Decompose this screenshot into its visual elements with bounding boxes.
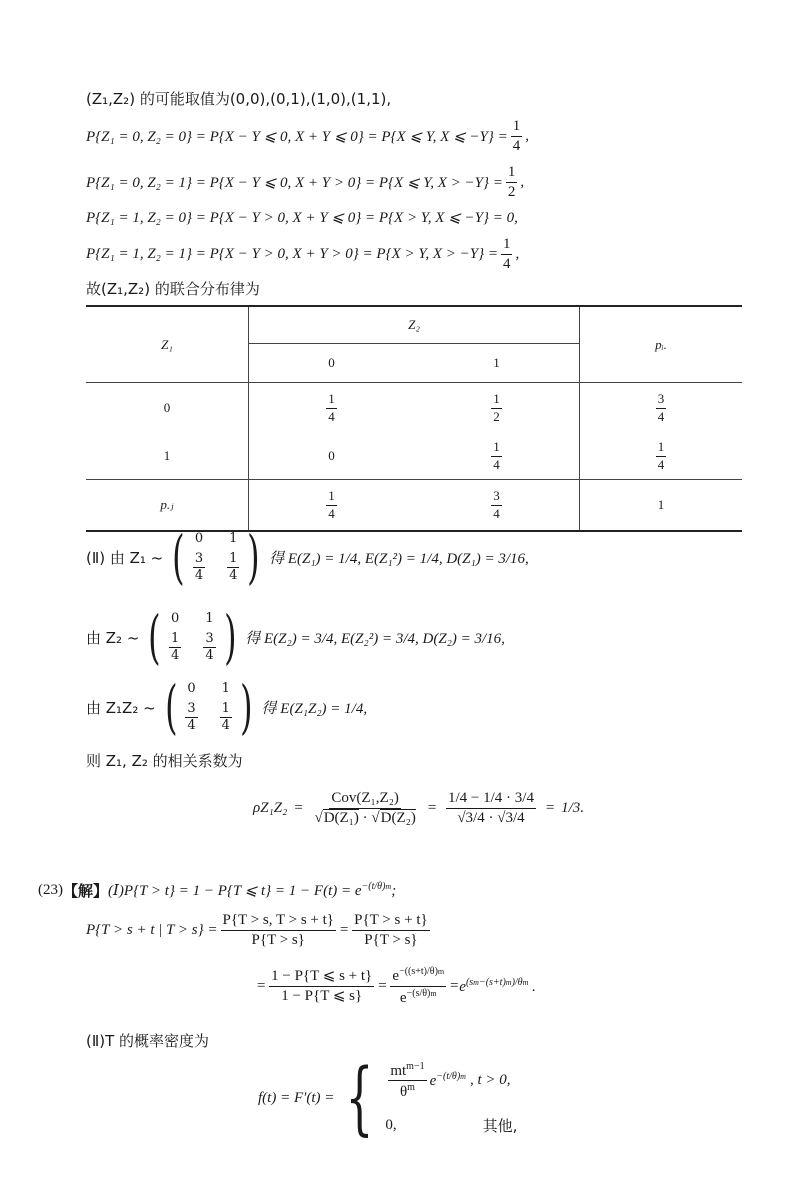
pi-header: pᵢ. <box>580 306 743 383</box>
z1-distribution-line <box>86 523 529 591</box>
cov-numerator: Cov(Z₁,Z₂) <box>329 790 401 809</box>
z1z2-matrix: ( 0 1 $\frac{3}{4}$ $\frac{1}{4}$ ) <box>164 673 253 741</box>
cond-lhs: P{T > s + t | T > s} = <box>86 921 218 938</box>
conditional-line-2: = $\frac{1 - P\{T ⩽ s + t\}}{1 - P\{T ⩽ s\}}$ = $\frac{e^{-((s+t)/\theta)m}}{e^{-(s/\theta)m}}$ = $e^{(sm-(s+t)m)/\theta m}$ . <box>256 966 536 1006</box>
cell-1-0: 0 <box>249 433 415 480</box>
z2-result: 得 E(Z₂) = 3/4, E(Z₂²) = 3/4, D(Z₂) = 3/16, <box>245 630 505 647</box>
col-0-header: 0 <box>249 344 415 383</box>
cell-1-1: $\frac{1}{4}$ <box>493 439 500 472</box>
correlation-formula: ρZ₁Z₂ = $\frac{\text{Cov(Z₁,Z₂)}}{\text{√D(Z₁) · √D(Z₂)}}$ = $\frac{1/4 - 1/4 \cdot 3/4}{√3/4 \cdot √3/4}$ = 1/3. <box>253 790 584 826</box>
col-1-header: 1 <box>493 355 500 370</box>
cell-pj-1: $\frac{3}{4}$ <box>414 480 580 532</box>
cell-pj-0: $\frac{1}{4}$ <box>249 480 415 532</box>
z1-header: Z₁ <box>86 306 249 383</box>
prob-line-00: P{Z₁ = 0, Z₂ = 0} = P{X − Y ⩽ 0, X + Y ⩽ 0} = P{X ⩽ Y, X ⩽ −Y} = $\frac{1}{4}$ , <box>86 118 529 154</box>
cell-1-pi: $\frac{1}{4}$ <box>580 433 743 480</box>
prob-line-01: P{Z₁ = 0, Z₂ = 1} = P{X − Y ⩽ 0, X + Y > 0} = P{X ⩽ Y, X > −Y} = $\frac{1}{2}$ , <box>86 164 525 200</box>
step3-fraction <box>269 968 374 1004</box>
corr-fraction: $\frac{\text{Cov(Z₁,Z₂)}}{\text{√D(Z₁) · √D(Z₂)}}$ <box>314 790 416 826</box>
z2-intro: 由 Z₂ ~ <box>86 628 140 647</box>
case2-condition: 其他, <box>482 1116 518 1135</box>
part2-density-intro <box>86 1030 209 1051</box>
fraction-1-4: $\frac{1}{4}$ <box>502 236 511 272</box>
z2-header: Z₂ <box>249 306 580 344</box>
solution-label: 【解】 <box>63 882 109 900</box>
corr-value-fraction: $\frac{1/4 - 1/4 \cdot 3/4}{√3/4 \cdot √3/4}$ <box>447 790 534 826</box>
density-cases: $\frac{mt^{m-1}}{\theta^m}$ $e^{-(t/\theta)m}$ , t > 0, 0, 其他, <box>385 1060 518 1135</box>
z1z2-intro: 由 Z₁Z₂ ~ <box>86 698 156 717</box>
dist-title-text: 故(Z₁,Z₂) 的联合分布律为 <box>86 280 260 298</box>
density-frac: $\frac{mt^{m-1}}{\theta^m}$ <box>390 1060 425 1100</box>
step3-num: 1 − P{T ⩽ s + t} <box>269 968 374 987</box>
step3-den: 1 − P{T ⩽ s} <box>281 987 363 1004</box>
rho-symbol: ρZ₁Z₂ <box>253 799 288 816</box>
case1-condition: , t > 0, <box>469 1072 511 1088</box>
z1z2-result: 得 E(Z₁Z₂) = 1/4, <box>261 700 368 717</box>
step1-fraction <box>221 912 336 948</box>
problem-23-part1: (23) 【解】 (Ⅰ)P{T > t} = 1 − P{T ⩽ t} = 1 − F(t) = $e^{-(t/\theta)m}$; <box>38 881 397 900</box>
prob-line-10-text: P{Z₁ = 1, Z₂ = 0} = P{X − Y > 0, X + Y ⩽ 0} = P{X > Y, X ⩽ −Y} = 0, <box>86 210 518 226</box>
row-1-label: 1 <box>163 448 171 463</box>
prob-line-10 <box>86 208 518 227</box>
conditional-line: P{T > s + t | T > s} = $\frac{P\{T > s, T > s + t\}}{P\{T > s\}}$ = $\frac{P\{T > s + t\}}{P\{T > s\}}$ <box>86 912 428 948</box>
prob-line-11: P{Z₁ = 1, Z₂ = 1} = P{X − Y > 0, X + Y > 0} = P{X > Y, X > −Y} = $\frac{1}{4}$ , <box>86 236 520 272</box>
prob-line-01-text: P{Z₁ = 0, Z₂ = 1} = P{X − Y ⩽ 0, X + Y > 0} = P{X ⩽ Y, X > −Y} = <box>86 174 503 191</box>
case2-value: 0, <box>385 1116 397 1133</box>
prob-line-11-text: P{Z₁ = 1, Z₂ = 1} = P{X − Y > 0, X + Y > 0} = P{X > Y, X > −Y} = <box>86 245 498 262</box>
z1-intro: (Ⅱ) 由 Z₁ ~ <box>86 548 164 567</box>
step1-den: P{T > s} <box>251 931 305 948</box>
z1z2-distribution-line <box>86 673 368 741</box>
part1-text: (Ⅰ)P{T > t} = 1 − P{T ⩽ t} = 1 − F(t) = <box>108 883 352 899</box>
cell-0-pi: $\frac{3}{4}$ <box>580 383 743 434</box>
dist-title <box>86 278 260 299</box>
corr-result: 1/3. <box>561 799 584 816</box>
row-0-label: 0 <box>86 383 249 434</box>
step1-num: P{T > s, T > s + t} <box>221 912 336 931</box>
z2-matrix: ( 0 1 $\frac{1}{4}$ $\frac{3}{4}$ ) <box>148 603 237 671</box>
fraction-1-4: $\frac{1}{4}$ <box>512 118 521 154</box>
part2-density-text: (Ⅱ)T 的概率密度为 <box>86 1032 210 1050</box>
joint-distribution-table <box>86 305 742 532</box>
pj-label: p.ⱼ <box>86 480 249 532</box>
cell-0-1: $\frac{1}{2}$ <box>414 383 580 434</box>
step2-num: P{T > s + t} <box>352 912 430 931</box>
corr-intro <box>86 750 243 771</box>
z1-matrix: ( 0 1 $\frac{3}{4}$ $\frac{1}{4}$ ) <box>172 523 260 591</box>
possible-values-text <box>86 88 391 109</box>
z1-result: 得 E(Z₁) = 1/4, E(Z₁²) = 1/4, D(Z₁) = 3/16, <box>269 550 529 567</box>
step2-fraction <box>352 912 430 948</box>
density-lhs: f(t) = F′(t) = <box>258 1089 335 1106</box>
exp-ratio-fraction: $\frac{e^{-((s+t)/\theta)m}}{e^{-(s/\theta)m}}$ <box>392 966 445 1006</box>
corr-intro-text: 则 Z₁, Z₂ 的相关系数为 <box>86 752 243 770</box>
step2-den: P{T > s} <box>364 931 418 948</box>
cell-0-0: $\frac{1}{4}$ <box>249 383 415 434</box>
z2-distribution-line <box>86 603 505 671</box>
fraction-1-2: $\frac{1}{2}$ <box>507 164 516 200</box>
problem-number: (23) <box>38 882 63 898</box>
density-formula: f(t) = F′(t) = { $\frac{mt^{m-1}}{\theta^m}$ $e^{-(t/\theta)m}$ , t > 0, 0, 其他, <box>258 1051 518 1144</box>
prob-line-00-text: P{Z₁ = 0, Z₂ = 0} = P{X − Y ⩽ 0, X + Y ⩽ 0} = P{X ⩽ Y, X ⩽ −Y} = <box>86 128 508 145</box>
cell-total: 1 <box>580 480 743 532</box>
possible-values-label: (Z₁,Z₂) 的可能取值为(0,0),(0,1),(1,0),(1,1), <box>86 90 392 108</box>
